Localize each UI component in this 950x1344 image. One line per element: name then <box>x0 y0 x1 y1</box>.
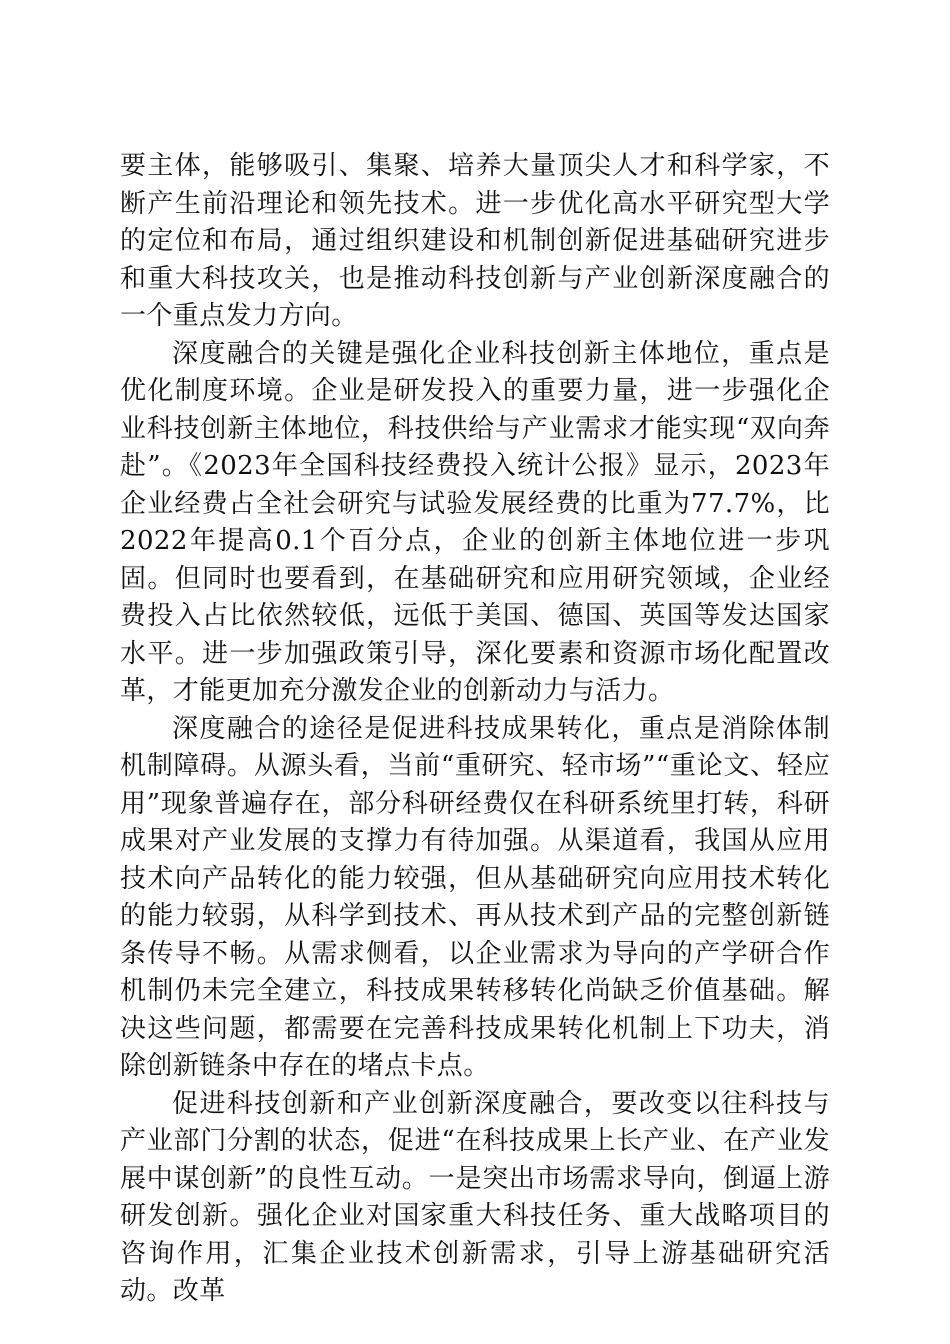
paragraph-deep-integration: 促进科技创新和产业创新深度融合，要改变以往科技与产业部门分割的状态，促进“在科技成果上长产业、在产业发展中谋创新”的良性互动。一是突出市场需求导向，倒逼上游研发创新。强化企业对国家重大科技任务、重大战略项目的咨询作用，汇集企业技术创新需求，引导上游基础研究活动。改革 <box>120 1088 830 1306</box>
paragraph-continuation: 要主体，能够吸引、集聚、培养大量顶尖人才和科学家，不断产生前沿理论和领先技术。进一步优化高水平研究型大学的定位和布局，通过组织建设和机制创新促进基础研究进步和重大科技攻关，也是推动科技创新与产业创新深度融合的一个重点发力方向。 <box>120 151 830 331</box>
document-body <box>120 148 830 1311</box>
paragraph-enterprise-role: 深度融合的关键是强化企业科技创新主体地位，重点是优化制度环境。企业是研发投入的重要力量，进一步强化企业科技创新主体地位，科技供给与产业需求才能实现“双向奔赴”。《2023年全国科技经费投入统计公报》显示，2023年企业经费占全社会研究与试验发展经费的比重为77.7%，比2022年提高0.1个百分点，企业的创新主体地位进一步巩固。但同时也要看到，在基础研究和应用研究领域，企业经费投入占比依然较低，远低于美国、德国、英国等发达国家水平。进一步加强政策引导，深化要素和资源市场化配置改革，才能更加充分激发企业的创新动力与活力。 <box>120 338 830 706</box>
paragraph-achievement-transformation: 深度融合的途径是促进科技成果转化，重点是消除体制机制障碍。从源头看，当前“重研究、轻市场”“重论文、轻应用”现象普遍存在，部分科研经费仅在科研系统里打转，科研成果对产业发展的支撑力有待加强。从渠道看，我国从应用技术向产品转化的能力较强，但从基础研究向应用技术转化的能力较弱，从科学到技术、再从技术到产品的完整创新链条传导不畅。从需求侧看，以企业需求为导向的产学研合作机制仍未完全建立，科技成果转移转化尚缺乏价值基础。解决这些问题，都需要在完善科技成果转化机制上下功夫，消除创新链条中存在的堵点卡点。 <box>120 713 830 1081</box>
